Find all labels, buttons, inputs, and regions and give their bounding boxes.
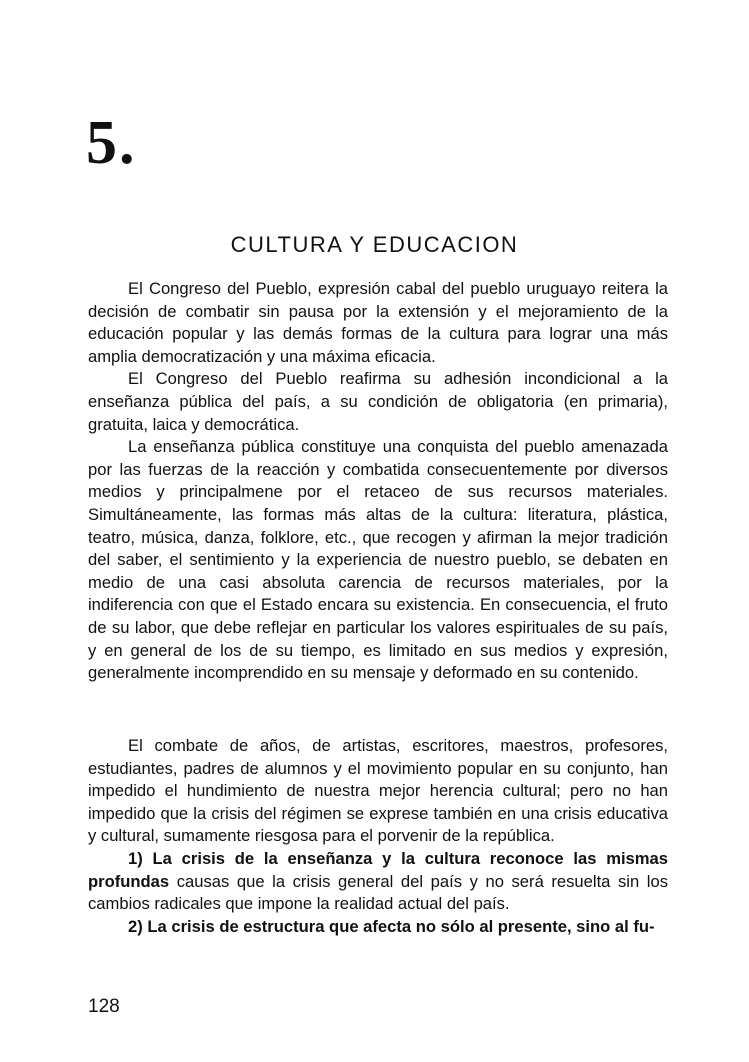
numbered-point-1 (88, 848, 668, 916)
page-number: 128 (88, 996, 120, 1017)
chapter-title: CULTURA Y EDUCACION (230, 232, 519, 257)
paragraph: El Congreso del Pueblo reafirma su adhesión incondicional a la enseñanza pública del país, a su condición de obligatoria (en primaria), gratuita, laica y democrática. (88, 369, 668, 434)
text-block-intro (88, 278, 668, 685)
paragraph: El Congreso del Pueblo, expresión cabal del pueblo uruguayo reitera la decisión de combatir sin pausa por la extensión y el mejoramiento de la educación popular y las demás formas de la cultura para lograr una más amplia democratización y una máxima eficacia. (88, 279, 668, 366)
paragraph: El combate de años, de artistas, escritores, maestros, profesores, estudiantes, padres de alumnos y el movimiento popular en su conjunto, han impedido el hundimiento de nuestra mejor herencia cultural; pero no han impedido que la crisis del régimen se exprese también en una crisis educativa y cultural, sumamente riesgosa para el porvenir de la república. (88, 736, 668, 846)
point-1-text: causas que la crisis general del país y no será resuelta sin los cambios radicales que impone la realidad actual del país. (88, 871, 668, 914)
text-block-crisis (88, 735, 668, 938)
numbered-point-2 (88, 916, 668, 939)
chapter-number: 5. (86, 109, 137, 177)
point-1-lead: 1) La crisis de la enseñanza y la cultura reconoce las mismas profundas (88, 848, 668, 891)
paragraph: La enseñanza pública constituye una conquista del pueblo amenazada por las fuerzas de la reacción y combatida consecuentemente por diversos medios y principalmene por el retaceo de sus recursos materiales. Simultáneamente, las formas más altas de la cultura: literatura, plástica, teatro, música, danza, folklore, etc., que recogen y afirman la mejor tradición del saber, el sentimiento y la experiencia de nuestro pueblo, se debaten en medio de una casi absoluta carencia de recursos materiales, por la indiferencia con que el Estado encara su existencia. En consecuencia, el fruto de su labor, que debe reflejar en particular los valores espirituales de su país, y en general de los de su tiempo, es limitado en sus medios y expresión, generalmente incomprendido en su mensaje y deformado en su contenido. (88, 437, 668, 683)
point-2-lead: 2) La crisis de estructura que afecta no sólo al presente, sino al fu- (128, 916, 655, 936)
